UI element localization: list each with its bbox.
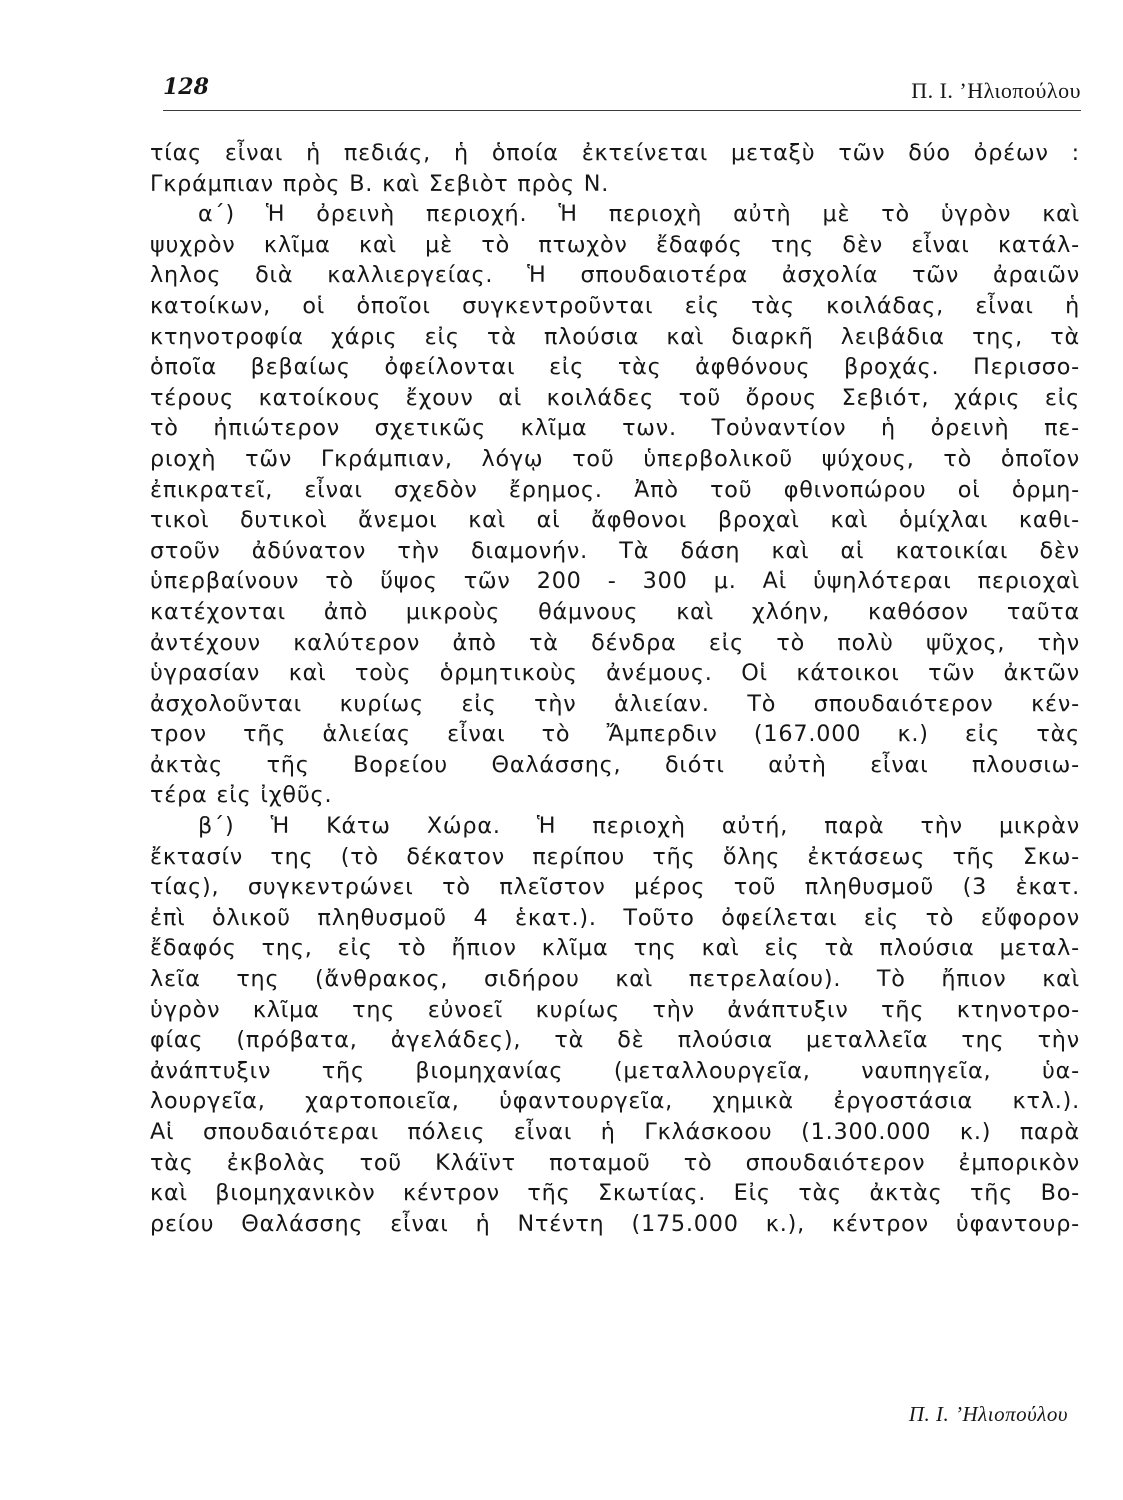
page-number: 128 [163, 74, 209, 100]
text-line: καὶ βιομηχανικὸν κέντρον τῆς Σκωτίας. Εἰς τὰς ἀκτὰς τῆς Βο- [150, 1180, 1080, 1207]
text-line: Γκράμπιαν πρὸς Β. καὶ Σεβιὸτ πρὸς Ν. [150, 170, 610, 197]
text-line: ἀκτὰς τῆς Βορείου Θαλάσσης, διότι αὐτὴ εἶναι πλουσιω- [150, 751, 1080, 778]
text-line: τικοὶ δυτικοὶ ἄνεμοι καὶ αἱ ἄφθονοι βροχαὶ καὶ ὁμίχλαι καθι- [150, 507, 1080, 534]
text-line: ρείου Θαλάσσης εἶναι ἡ Ντέντη (175.000 κ.), κέντρον ὑφαντουρ- [150, 1210, 1080, 1237]
text-line: στοῦν ἀδύνατον τὴν διαμονήν. Τὰ δάση καὶ αἱ κατοικίαι δὲν [150, 537, 1080, 564]
text-line: κατέχονται ἀπὸ μικροὺς θάμνους καὶ χλόην, καθόσον ταῦτα [150, 598, 1080, 625]
text-line: ὑγρασίαν καὶ τοὺς ὁρμητικοὺς ἀνέμους. Οἱ κάτοικοι τῶν ἀκτῶν [150, 660, 1080, 687]
text-line: ὁποῖα βεβαίως ὀφείλονται εἰς τὰς ἀφθόνους βροχάς. Περισσο- [150, 354, 1080, 381]
text-line: φίας (πρόβατα, ἀγελάδες), τὰ δὲ πλούσια μεταλλεῖα της τὴν [150, 1027, 1080, 1054]
running-head-author: Π. Ι. ’Ηλιοπούλου [911, 78, 1081, 103]
text-line: κτηνοτροφία χάρις εἰς τὰ πλούσια καὶ διαρκῆ λειβάδια της, τὰ [150, 323, 1080, 350]
footer-signature: Π. Ι. ’Ηλιοπούλου [908, 1402, 1068, 1426]
text-line: ἀνάπτυξιν τῆς βιομηχανίας (μεταλλουργεῖα, ναυπηγεῖα, ὑα- [150, 1057, 1080, 1084]
text-line: ἀσχολοῦνται κυρίως εἰς τὴν ἁλιείαν. Τὸ σπουδαιότερον κέν- [150, 690, 1080, 717]
text-line: τὰς ἐκβολὰς τοῦ Κλάϊντ ποταμοῦ τὸ σπουδαιότερον ἐμπορικὸν [150, 1149, 1080, 1176]
text-line: τέρα εἰς ἰχθῦς. [150, 782, 333, 809]
text-line: τίας), συγκεντρώνει τὸ πλεῖστον μέρος τοῦ πληθυσμοῦ (3 ἑκατ. [150, 874, 1080, 901]
text-line: λουργεῖα, χαρτοποιεῖα, ὑφαντουργεῖα, χημικὰ ἐργοστάσια κτλ.). [150, 1088, 1080, 1115]
text-line: ἀντέχουν καλύτερον ἀπὸ τὰ δένδρα εἰς τὸ πολὺ ψῦχος, τὴν [150, 629, 1080, 656]
text-line: κατοίκων, οἱ ὁποῖοι συγκεντροῦνται εἰς τὰς κοιλάδας, εἶναι ἡ [150, 292, 1080, 319]
text-line: τίας εἶναι ἡ πεδιάς, ἡ ὁποία ἐκτείνεται μεταξὺ τῶν δύο ὀρέων : [150, 140, 1080, 166]
text-line: λεῖα της (ἄνθρακος, σιδήρου καὶ πετρελαίου). Τὸ ἤπιον καὶ [150, 966, 1080, 993]
section-heading-line: α΄) Ἡ ὀρεινὴ περιοχή. Ἡ περιοχὴ αὐτὴ μὲ τὸ ὑγρὸν καὶ [198, 201, 1080, 228]
text-line: ἔδαφός της, εἰς τὸ ἤπιον κλῖμα της καὶ εἰς τὰ πλούσια μεταλ- [150, 935, 1080, 962]
text-line: τέρους κατοίκους ἔχουν αἱ κοιλάδες τοῦ ὄρους Σεβιότ, χάρις εἰς [150, 384, 1080, 411]
body-text [150, 138, 1080, 1239]
text-line: ψυχρὸν κλῖμα καὶ μὲ τὸ πτωχὸν ἔδαφός της δὲν εἶναι κατάλ- [150, 231, 1080, 258]
text-line: τρον τῆς ἁλιείας εἶναι τὸ Ἄμπερδιν (167.000 κ.) εἰς τὰς [150, 721, 1080, 748]
text-line: ριοχὴ τῶν Γκράμπιαν, λόγῳ τοῦ ὑπερβολικοῦ ψύχους, τὸ ὁποῖον [150, 445, 1080, 472]
section-heading-line: β΄) Ἡ Κάτω Χώρα. Ἡ περιοχὴ αὐτή, παρὰ τὴν μικρὰν [198, 813, 1080, 840]
text-line: ἔκτασίν της (τὸ δέκατον περίπου τῆς ὅλης ἐκτάσεως τῆς Σκω- [150, 843, 1080, 870]
text-line: Αἱ σπουδαιότεραι πόλεις εἶναι ἡ Γκλάσκοου (1.300.000 κ.) παρὰ [150, 1119, 1080, 1145]
text-line: ληλος διὰ καλλιεργείας. Ἡ σπουδαιοτέρα ἀσχολία τῶν ἀραιῶν [150, 262, 1080, 289]
page-header [163, 66, 1081, 111]
text-line: τὸ ἠπιώτερον σχετικῶς κλῖμα των. Τοὐναντίον ἡ ὀρεινὴ πε- [150, 415, 1080, 442]
text-line: ἐπικρατεῖ, εἶναι σχεδὸν ἔρημος. Ἀπὸ τοῦ φθινοπώρου οἱ ὁρμη- [150, 476, 1080, 503]
text-line: ὑγρὸν κλῖμα της εὐνοεῖ κυρίως τὴν ἀνάπτυξιν τῆς κτηνοτρο- [150, 996, 1080, 1023]
text-line: ὑπερβαίνουν τὸ ὕψος τῶν 200 - 300 μ. Αἱ ὑψηλότεραι περιοχαὶ [150, 568, 1080, 595]
text-line: ἐπὶ ὁλικοῦ πληθυσμοῦ 4 ἑκατ.). Τοῦτο ὀφείλεται εἰς τὸ εὔφορον [150, 904, 1080, 931]
